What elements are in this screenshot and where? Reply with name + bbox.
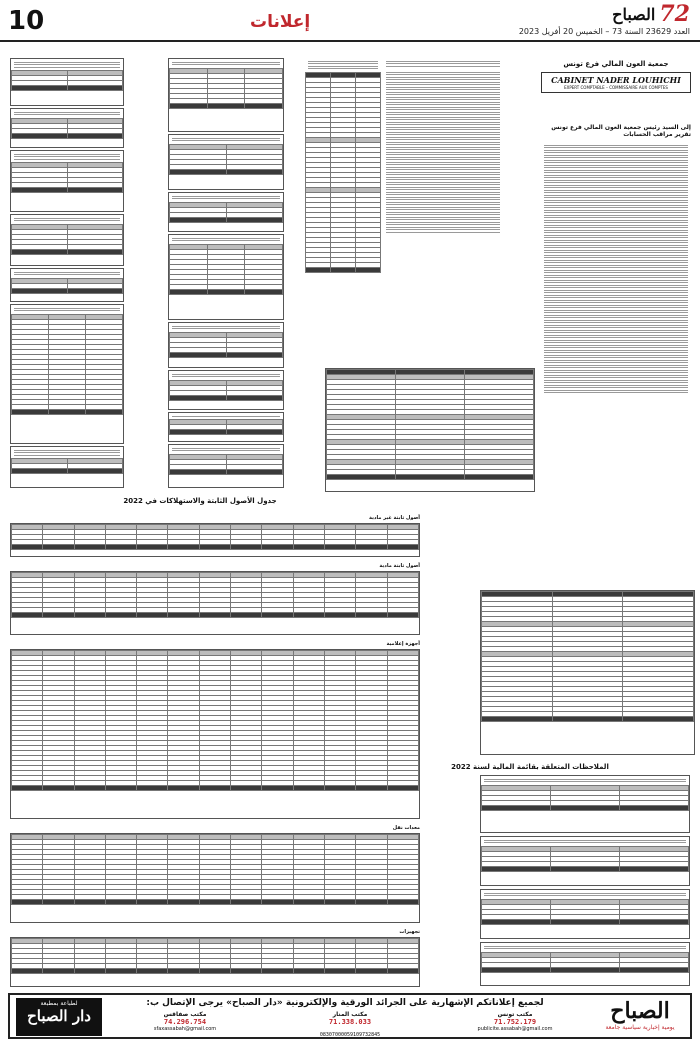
notes-title: الملاحظات المتعلقة بقائمة المالية لسنة 2022 [451,763,609,771]
report-title: إلى السيد رئيس جمعية العون المالي فرع تونس تقرير مراقب الحسابات [551,124,691,138]
dep-table-intangible [10,523,420,557]
note-block [10,150,124,212]
contact-title: مكتب صفاقس [163,1011,207,1018]
issue-line: العدد 23629 السنة 73 – الخميس 20 أفريل 2023 [518,27,690,36]
contact-phone: 74.296.754 [163,1018,207,1026]
dep-section-label: تجهيزات [399,929,420,935]
banner-headline: لجميع إعلاناتكم الإشهارية على الجرائد الورقية والإلكترونية «دار الصباح» يرجى الإتصال ب: [146,998,544,1008]
note-block [10,214,124,266]
print-house-logo [16,998,102,1036]
dep-section-label: معدات نقل [392,825,420,831]
balance-sheet-labels [383,58,503,358]
logo-tagline: يومية إخبارية سياسية جامعة [605,1024,675,1031]
note-block [480,775,690,833]
contact-phone: 71.338.033 [328,1018,372,1026]
logo-word: الصباح [612,4,656,24]
balance-sheet [305,58,381,358]
print-house-name: دار الصباح [27,1007,91,1025]
firm-box [541,72,691,93]
contact-title: مكتب تونس [497,1011,533,1018]
note-block [480,836,690,886]
logo-mark: 72 [659,1,690,27]
contact-title: مكتب المنار [332,1011,368,1018]
assabah-logo [596,998,684,1036]
note-block [10,58,124,106]
note-block [168,322,284,368]
section-title: إعلانات [250,12,311,32]
contact-email[interactable]: sfaxassabah@gmail.com [153,1026,217,1032]
note-block [168,234,284,320]
dep-table-transport [10,833,420,923]
cash-flow-table [325,368,535,492]
dep-table-equipment [10,937,420,987]
note-block [168,192,284,232]
contact-phone: 71.752.179 [493,1018,537,1026]
company-header [541,60,691,93]
payment-account: 08307000059109732845 [319,1032,381,1038]
company-name: جمعية العون المالي فرع تونس [563,60,669,68]
advertising-banner [8,993,692,1039]
note-block [480,942,690,986]
contact-email[interactable]: publicite.assabah@gmail.com [477,1026,553,1032]
report-body [541,142,691,472]
dep-table-it [10,649,420,819]
note-block [168,412,284,442]
print-house-tag: لطباعة بمطبعة [40,1000,78,1007]
page-header [0,0,700,42]
depreciation-title: جدول الأصول الثابتة والاستهلاكات في 2022 [123,497,277,505]
results-statement [480,590,695,755]
dep-section-label: أجهزة إعلامية [386,641,420,647]
note-block [10,446,124,488]
firm-name: CABINET NADER LOUHICHI [551,75,681,85]
page-number: 10 [8,6,45,36]
note-block [168,58,284,132]
dep-section-label: أصول ثابتة غير مادية [369,515,420,521]
dep-table-tangible [10,571,420,635]
note-block [480,889,690,939]
firm-subtitle: EXPERT COMPTABLE – COMMISSAIRE AUX COMPTES [564,85,668,90]
note-block [168,134,284,190]
note-block [168,444,284,488]
note-block [10,108,124,148]
note-block [10,304,124,444]
newspaper-logo [570,1,690,27]
note-block [10,268,124,302]
note-block [168,370,284,410]
logo-word: الصباح [610,998,670,1024]
dep-section-label: أصول ثابتة مادية [379,563,420,569]
